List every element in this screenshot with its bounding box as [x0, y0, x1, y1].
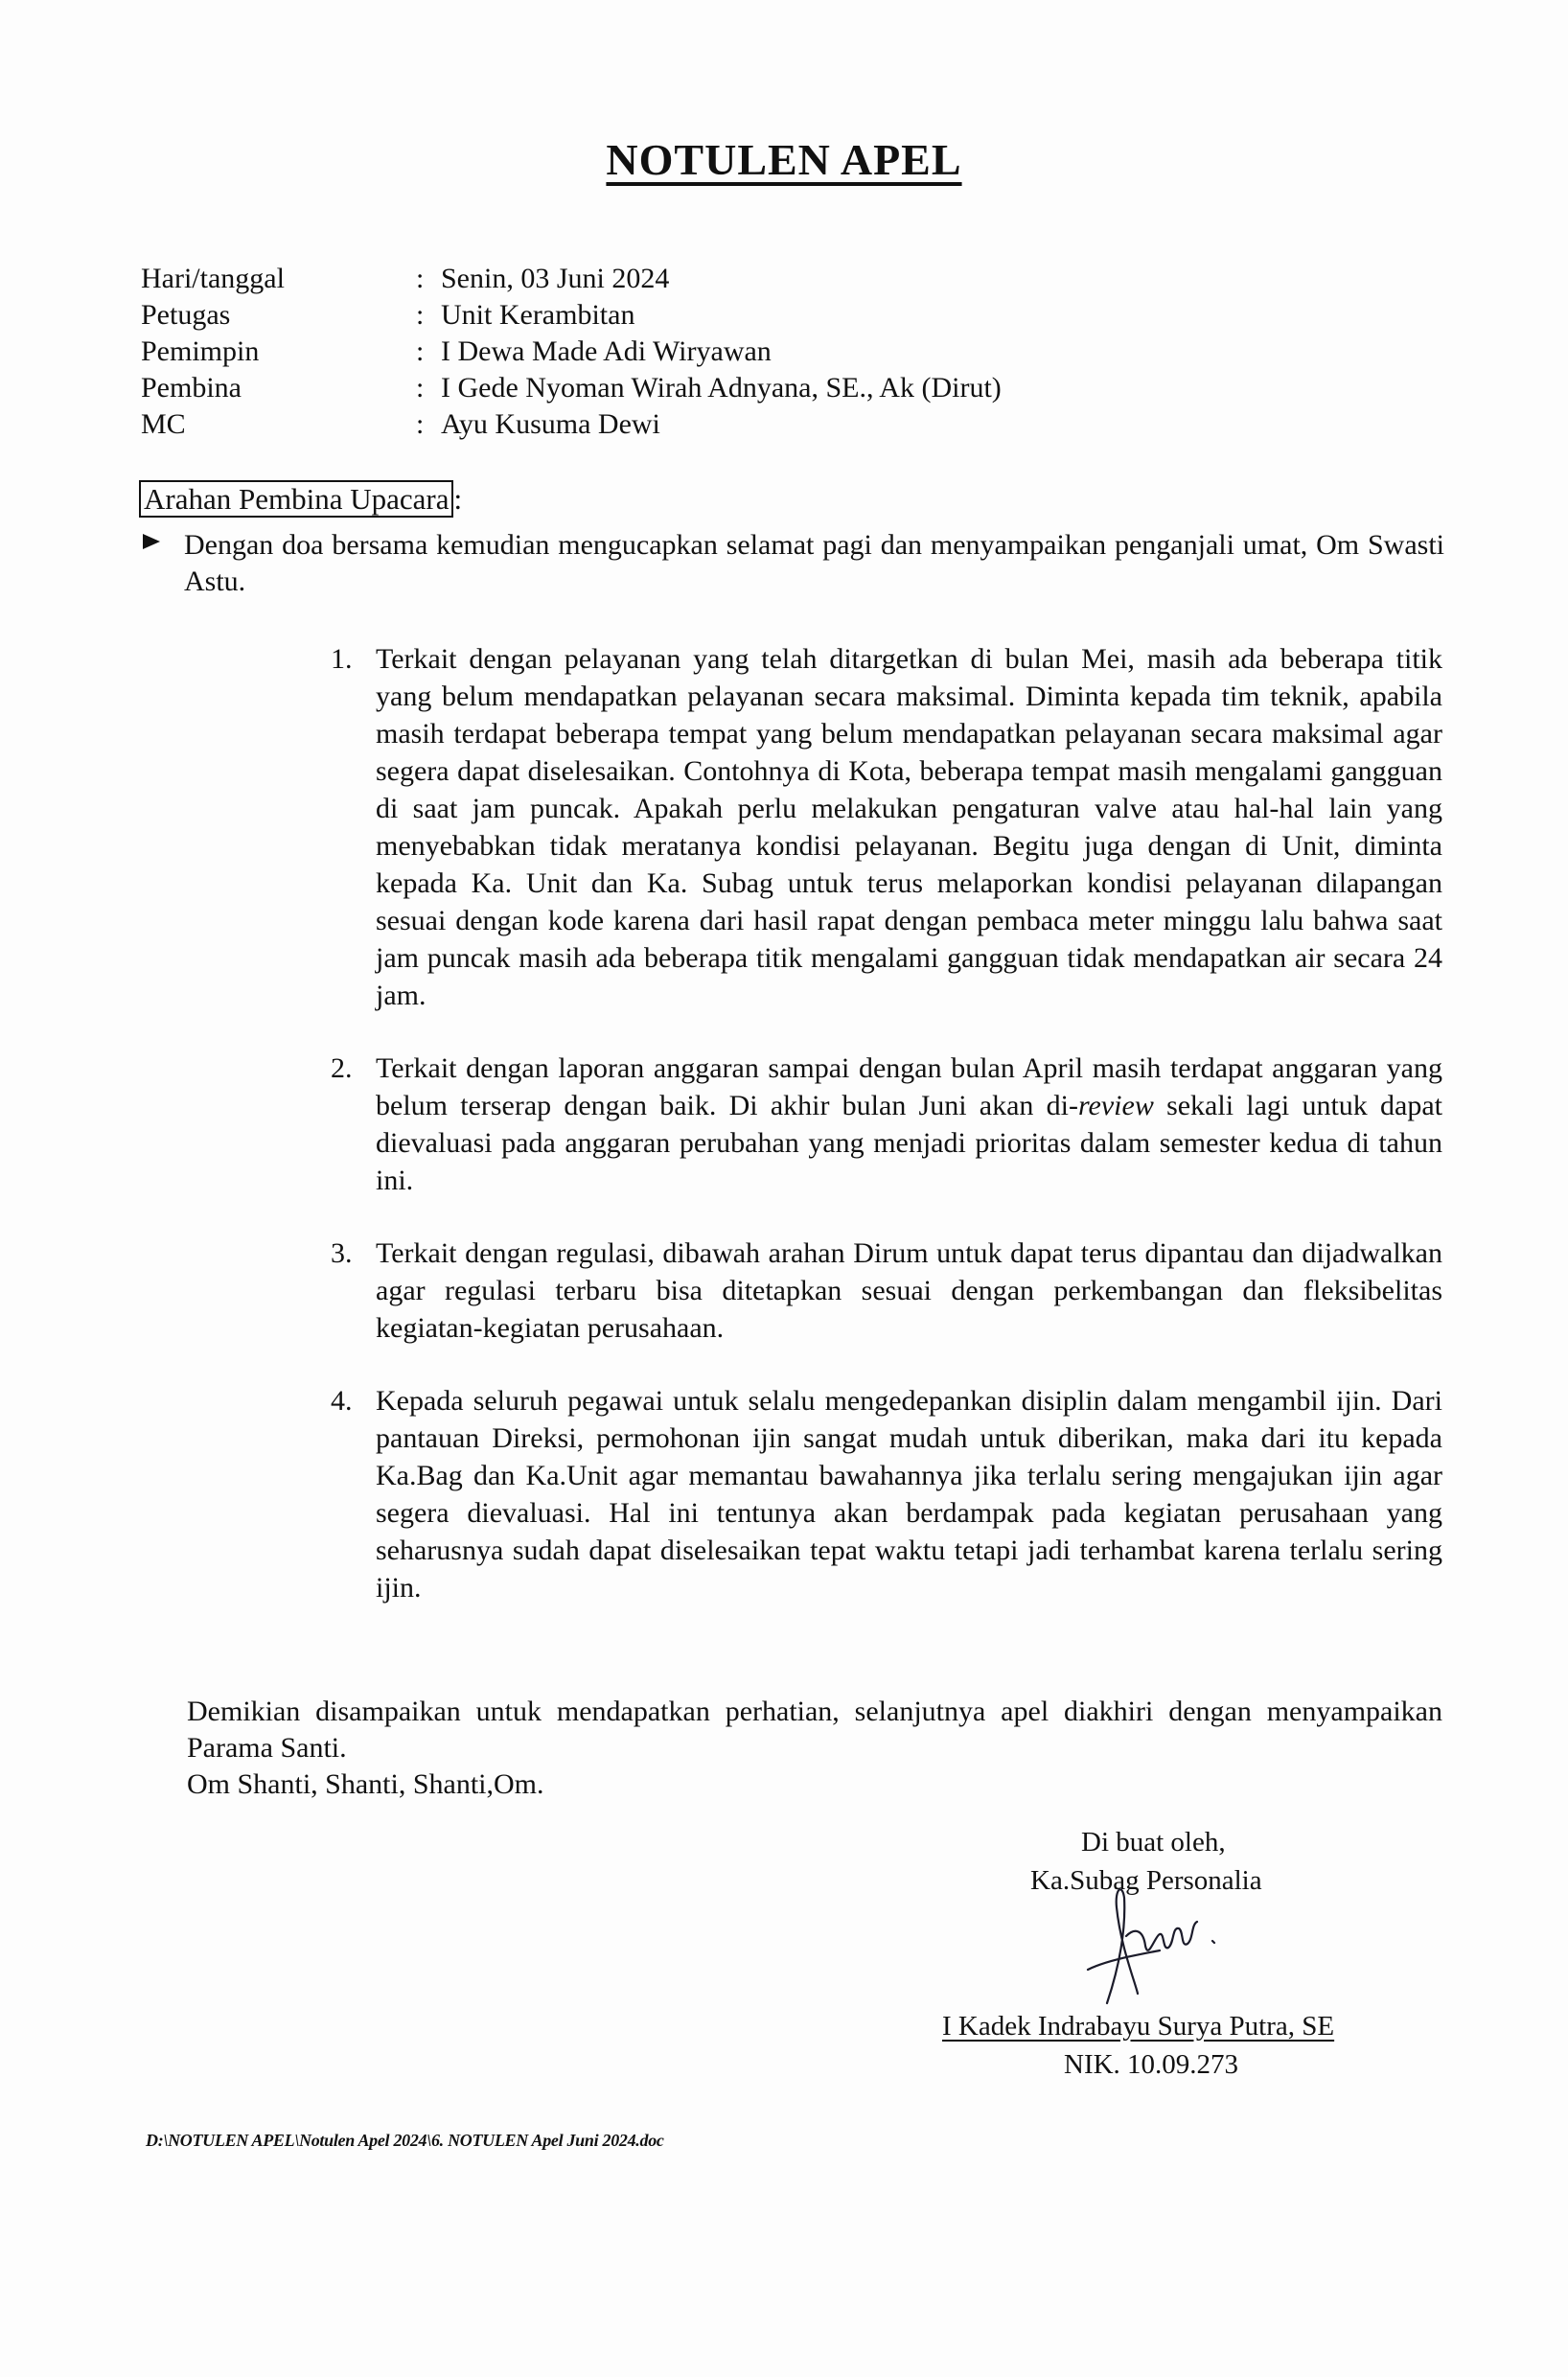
meta-label: Pemimpin — [141, 335, 260, 367]
meta-block — [141, 261, 1002, 443]
intro-text: Dengan doa bersama kemudian mengucapkan selamat pagi dan menyampaikan penganjali umat, Om Swasti Astu. — [184, 529, 1444, 597]
document-title: NOTULEN APEL — [606, 135, 962, 184]
list-number: 1. — [331, 643, 353, 675]
list-item — [331, 640, 1442, 1014]
list-number: 2. — [331, 1052, 353, 1084]
closing-greeting: Om Shanti, Shanti, Shanti,Om. — [187, 1768, 544, 1800]
list-number: 3. — [331, 1237, 353, 1269]
meta-separator: : — [416, 335, 425, 367]
signatory-nik: NIK. 10.09.273 — [1064, 2049, 1239, 2080]
list-item — [331, 1235, 1442, 1347]
meta-separator: : — [416, 263, 425, 294]
signatory-role: Ka.Subag Personalia — [1030, 1865, 1262, 1896]
list-text: sekali lagi untuk dapat dievaluasi pada anggaran perubahan yang menjadi prioritas dalam semester kedua di tahun ini. — [376, 1090, 1442, 1196]
intro-paragraph — [141, 527, 1444, 600]
section-heading-colon: : — [453, 482, 463, 516]
meta-separator: : — [416, 299, 425, 331]
list-item — [331, 1382, 1442, 1606]
meta-row-mc — [141, 406, 1002, 443]
meta-row-leader — [141, 334, 1002, 370]
list-text: Terkait dengan pelayanan yang telah ditargetkan di bulan Mei, masih ada beberapa titik yang belum mendapatkan pelayanan secara maksimal. Diminta kepada tim teknik, apabila masih terdapat beberapa tempat yang belum mendapatkan pelayanan secara maksimal agar segera dapat diselesaikan. Contohnya di Kota, beberapa tempat masih mengalami gangguan di saat jam puncak. Apakah perlu melakukan pengaturan valve atau hal-hal lain yang menyebabkan tidak meratanya kondisi pelayanan. Begitu juga dengan di Unit, diminta kepada Ka. Unit dan Ka. Subag untuk terus melaporkan kondisi pelayanan dilapangan sesuai dengan kode karena dari hasil rapat dengan pembaca meter minggu lalu bahwa saat jam puncak masih ada beberapa titik mengalami gangguan tidak mendapatkan air secara 24 jam. — [376, 643, 1442, 1011]
meta-value: Ayu Kusuma Dewi — [441, 408, 660, 440]
made-by-label: Di buat oleh, — [1081, 1827, 1226, 1858]
file-path-footer: D:\NOTULEN APEL\Notulen Apel 2024\6. NOTULEN Apel Juni 2024.doc — [146, 2131, 664, 2150]
list-text-italic: review — [1077, 1090, 1154, 1121]
triangle-right-icon — [141, 527, 162, 564]
meta-label: Petugas — [141, 299, 231, 331]
meta-label: Pembina — [141, 372, 242, 404]
meta-separator: : — [416, 372, 425, 404]
list-text: Kepada seluruh pegawai untuk selalu mengedepankan disiplin dalam mengambil ijin. Dari pantauan Direksi, permohonan ijin sangat mudah untuk diberikan, maka dari itu kepada Ka.Bag dan Ka.Unit agar memantau bawahannya jika terlalu sering mengajukan ijin agar segera dievaluasi. Hal ini tentunya akan berdampak pada kegiatan perusahaan yang seharusnya sudah dapat diselesaikan tepat waktu tetapi jadi terhambat karena terlalu sering ijin. — [376, 1385, 1442, 1604]
meta-separator: : — [416, 408, 425, 440]
signatory-name: I Kadek Indrabayu Surya Putra, SE — [942, 2011, 1335, 2042]
meta-label: MC — [141, 408, 186, 440]
meta-value: I Dewa Made Adi Wiryawan — [441, 335, 772, 367]
meta-value: I Gede Nyoman Wirah Adnyana, SE., Ak (Dirut) — [441, 372, 1002, 404]
list-number: 4. — [331, 1385, 353, 1417]
directive-list — [331, 640, 1442, 1642]
signature-image — [1069, 1879, 1241, 2022]
meta-row-officer — [141, 297, 1002, 334]
meta-value: Unit Kerambitan — [441, 299, 635, 331]
list-item — [331, 1050, 1442, 1199]
section-heading-label: Arahan Pembina Upacara — [139, 480, 453, 518]
meta-value: Senin, 03 Juni 2024 — [441, 263, 670, 294]
meta-label: Hari/tanggal — [141, 263, 285, 294]
closing-paragraph — [187, 1694, 1442, 1803]
meta-row-date — [141, 261, 1002, 297]
meta-row-supervisor — [141, 370, 1002, 406]
list-text: Terkait dengan regulasi, dibawah arahan Dirum untuk dapat terus dipantau dan dijadwalkan agar regulasi terbaru bisa ditetapkan sesuai dengan perkembangan dan fleksibelitas kegiatan-kegiatan perusahaan. — [376, 1237, 1442, 1344]
section-heading — [139, 482, 462, 517]
closing-text: Demikian disampaikan untuk mendapatkan perhatian, selanjutnya apel diakhiri dengan menyampaikan Parama Santi. — [187, 1696, 1442, 1764]
list-text: Terkait dengan laporan anggaran sampai dengan bulan April masih terdapat anggaran yang belum terserap dengan baik. Di akhir bulan Juni akan di- — [376, 1052, 1442, 1121]
